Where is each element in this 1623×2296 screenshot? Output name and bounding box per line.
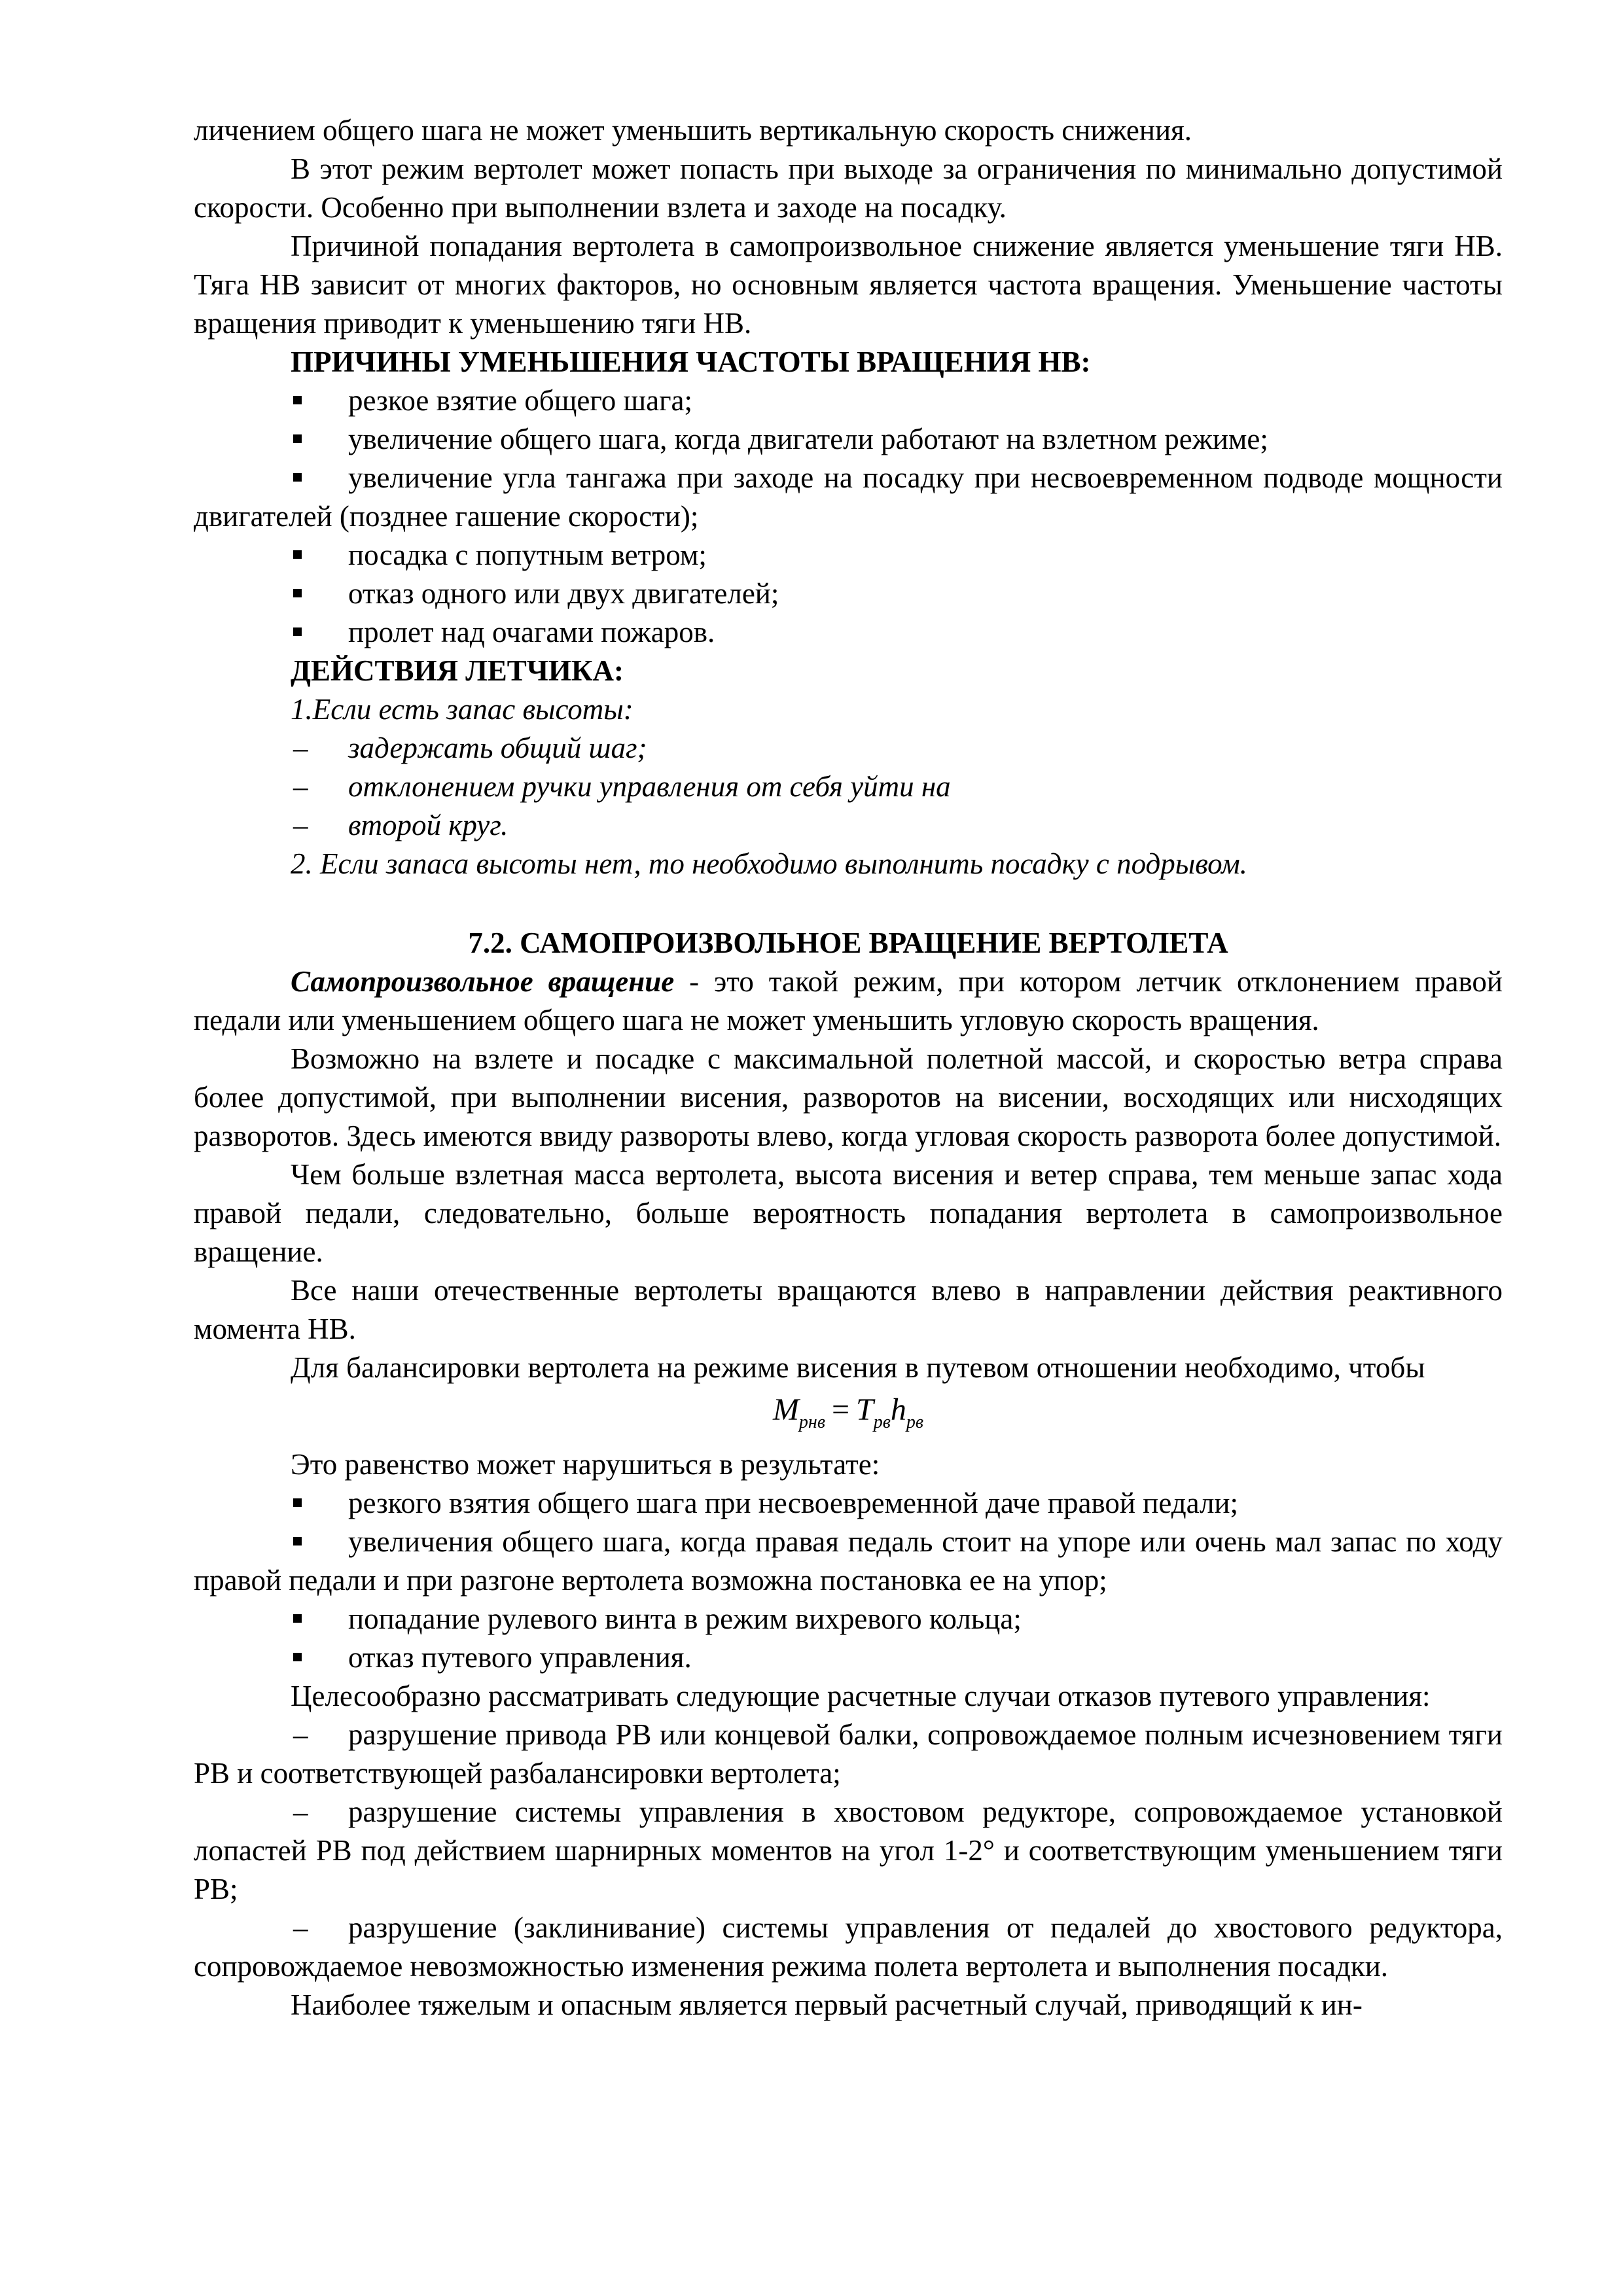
paragraph: В этот режим вертолет может попасть при выходе за ограничения по минимально допустимой скорости. Особенно при выполнении взлета и заходе на посадку.: [194, 152, 1503, 224]
pilot-case-2: 2. Если запаса высоты нет, то необходимо выполнить посадку с подрывом.: [291, 847, 1247, 880]
list-item: – отклонением ручки управления от себя уйти на: [194, 768, 1503, 806]
bullet-icon: [293, 574, 319, 613]
paragraph: Причиной попадания вертолета в самопроизвольное снижение является уменьшение тяги НВ. Тяга НВ зависит от многих факторов, но основным является частота вращения. Уменьшение частоты вращения приводит к уменьшению тяги НВ.: [194, 230, 1503, 340]
list-item: – разрушение системы управления в хвостовом редукторе, сопровождаемое установкой лопастей РВ под действием шарнирных моментов на угол 1-2° и соответствующим уменьшением тяги РВ;: [194, 1793, 1503, 1909]
dash-icon: –: [293, 1795, 308, 1828]
bullet-icon: [293, 1600, 319, 1638]
dash-icon: –: [293, 732, 308, 764]
bullet-icon: [293, 1523, 302, 1561]
dash-icon: –: [293, 770, 308, 803]
reasons-heading: ПРИЧИНЫ УМЕНЬШЕНИЯ ЧАСТОТЫ ВРАЩЕНИЯ НВ:: [291, 345, 1091, 378]
list-item: увеличение угла тангажа при заходе на посадку при несвоевременном подводе мощности двигателей (позднее гашение скорости);: [194, 459, 1503, 536]
document-page: [194, 111, 1503, 2024]
bullet-icon: [293, 1638, 319, 1677]
bullet-icon: [293, 381, 319, 420]
list-item: резкое взятие общего шага;: [194, 381, 1503, 420]
paragraph: Наиболее тяжелым и опасным является первый расчетный случай, приводящий к ин-: [291, 1988, 1363, 2021]
list-item: посадка с попутным ветром;: [194, 536, 1503, 574]
list-item: – разрушение (заклинивание) системы управления от педалей до хвостового редуктора, сопровождаемое невозможностью изменения режима полета вертолета и выполнения посадки.: [194, 1909, 1503, 1986]
paragraph: Чем больше взлетная масса вертолета, высота висения и ветер справа, тем меньше запас хода правой педали, следовательно, больше вероятность попадания вертолета в самопроизвольное вращение.: [194, 1158, 1503, 1268]
dash-icon: –: [293, 1718, 308, 1751]
list-item: отказ путевого управления.: [194, 1638, 1503, 1677]
paragraph: Самопроизвольное вращение - это такой режим, при котором летчик отклонением правой педали или уменьшением общего шага не может уменьшить угловую скорость вращения.: [194, 965, 1503, 1036]
paragraph: Все наши отечественные вертолеты вращаются влево в направлении действия реактивного момента НВ.: [194, 1274, 1503, 1345]
bullet-icon: [293, 420, 319, 459]
paragraph: Целесообразно рассматривать следующие расчетные случаи отказов путевого управления:: [291, 1680, 1431, 1712]
list-item: резкого взятия общего шага при несвоевременной даче правой педали;: [194, 1484, 1503, 1523]
section-title: 7.2. САМОПРОИЗВОЛЬНОЕ ВРАЩЕНИЕ ВЕРТОЛЕТА: [468, 927, 1228, 959]
bullet-icon: [293, 1484, 319, 1523]
bullet-icon: [293, 613, 319, 652]
paragraph: Это равенство может нарушиться в результате:: [291, 1448, 880, 1481]
term: Самопроизвольное вращение: [291, 965, 675, 998]
list-item: отказ одного или двух двигателей;: [194, 574, 1503, 613]
pilot-actions-heading: ДЕЙСТВИЯ ЛЕТЧИКА:: [291, 654, 624, 687]
list-item: пролет над очагами пожаров.: [194, 613, 1503, 652]
formula: $M_{рнв} = T_{рв}h_{рв}$: [772, 1392, 924, 1432]
paragraph: личением общего шага не может уменьшить вертикальную скорость снижения.: [194, 114, 1192, 147]
paragraph: Для балансировки вертолета на режиме висения в путевом отношении необходимо, чтобы: [291, 1351, 1425, 1384]
list-item: увеличение общего шага, когда двигатели работают на взлетном режиме;: [194, 420, 1503, 459]
list-item: увеличения общего шага, когда правая педаль стоит на упоре или очень мал запас по ходу правой педали и при разгоне вертолета возможна постановка ее на упор;: [194, 1523, 1503, 1600]
list-item: – второй круг.: [194, 806, 1503, 845]
dash-icon: –: [293, 809, 308, 841]
pilot-case-1: 1.Если есть запас высоты:: [291, 693, 633, 726]
list-item: – разрушение привода РВ или концевой балки, сопровождаемое полным исчезновением тяги РВ и соответствующей разбалансировки вертолета;: [194, 1716, 1503, 1793]
list-item: – задержать общий шаг;: [194, 729, 1503, 768]
bullet-icon: [293, 459, 302, 497]
bullet-icon: [293, 536, 319, 574]
paragraph: Возможно на взлете и посадке с максимальной полетной массой, и скоростью ветра справа более допустимой, при выполнении висения, разворотов на висении, восходящих или нисходящих разворотов. Здесь имеются ввиду развороты влево, когда угловая скорость разворота более допустимой.: [194, 1042, 1503, 1152]
list-item: попадание рулевого винта в режим вихревого кольца;: [194, 1600, 1503, 1638]
dash-icon: –: [293, 1911, 308, 1944]
